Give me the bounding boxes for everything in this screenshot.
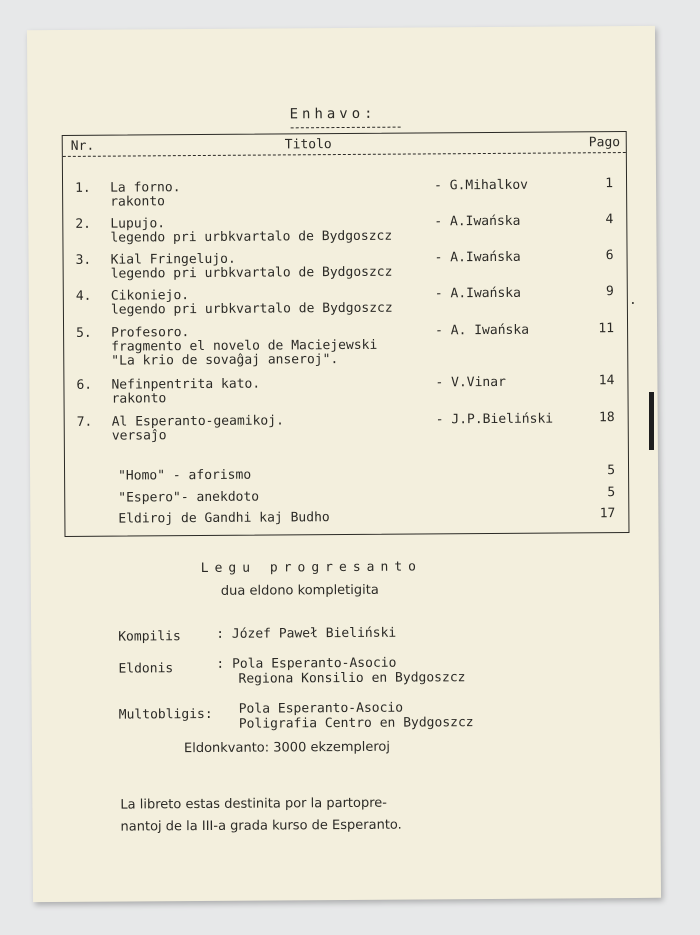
entry-number: 6. [76,377,93,393]
entry-title: Cikoniejo. [110,288,190,304]
compiler-value: : Józef Paweł Bieliński [216,625,397,642]
entry-title: Kial Fringelujo. [110,251,236,268]
entry-page: 11 [598,321,615,337]
booklet-edge [649,392,654,450]
entry-subtitle: legendo pri urbkvartalo de Bydgoszcz [110,264,393,282]
col-title-header: Titolo [284,137,332,153]
entry-page: 6 [605,248,614,264]
toc-heading: Enhavo: [289,105,377,123]
entry-number: 7. [76,414,93,430]
entry-page: 14 [598,373,615,389]
publisher-value-2: Regiona Konsilio en Bydgoszcz [238,670,466,687]
extra-page: 5 [607,485,616,501]
entry-author: - G.Mihalkov [434,177,529,194]
entry-title: La forno. [110,180,181,196]
printer-value-1: Pola Esperanto-Asocio [238,700,404,717]
extra-page: 5 [607,463,616,479]
extra-title: Eldiroj de Gandhi kaj Budho [118,510,330,527]
header-divider [63,152,626,157]
print-run: Eldonkvanto: 3000 ekzempleroj [183,739,391,757]
entry-subtitle: legendo pri urbkvartalo de Bydgoszcz [110,228,393,246]
dot-mark [632,302,634,304]
col-page-header: Pago [588,135,621,151]
entry-subtitle: legendo pri urbkvartalo de Bydgoszcz [110,300,393,318]
entry-author: - A. Iwańska [435,322,530,339]
entry-author: - A.Iwańska [434,213,521,230]
printer-label: Multobligis: [118,706,213,723]
entry-author: - J.P.Bieliński [435,411,554,428]
entry-page: 18 [598,410,615,426]
entry-page: 1 [605,176,614,192]
entry-number: 3. [75,252,92,268]
extra-page: 17 [599,506,616,522]
col-nr-header: Nr. [70,138,95,154]
entry-page: 9 [605,284,614,300]
entry-subtitle-2: "La krio de sovaĝaj anseroj". [111,352,339,369]
entry-subtitle: versaĵo [111,428,167,444]
entry-author: - V.Vinar [435,374,506,391]
compiler-label: Kompilis [118,629,181,645]
entry-subtitle: rakonto [111,391,167,407]
heading-underline [291,127,401,129]
publisher-value-1: : Pola Esperanto-Asocio [216,655,397,672]
entry-subtitle: rakonto [110,194,166,210]
entry-title: Al Esperanto-geamikoj. [111,413,284,430]
edition-note: dua eldono kompletigita [220,582,379,599]
document-page [27,26,661,902]
note-line-1: La libreto estas destinita por la partopre- [120,795,388,813]
entry-number: 4. [75,288,92,304]
printer-value-2: Poligrafia Centro en Bydgoszcz [238,715,474,732]
entry-number: 2. [75,216,92,232]
entry-author: - A.Iwańska [434,249,521,266]
entry-subtitle: fragmento el novelo de Maciejewski [111,337,378,355]
note-line-2: nantoj de la III-a grada kurso de Esperanto. [120,817,402,835]
publisher-label: Eldonis [118,661,174,677]
entry-number: 1. [75,180,91,196]
entry-author: - A.Iwańska [434,285,521,302]
entry-page: 4 [605,212,614,228]
entry-title: Nefinpentrita kato. [111,376,261,393]
entry-title: Lupujo. [110,216,166,232]
entry-title: Profesoro. [111,325,190,341]
colophon-title: Legu progresanto [200,559,423,577]
extra-title: "Homo" - aforismo [118,467,252,484]
entry-number: 5. [76,325,92,341]
extra-title: "Espero"- anekdoto [118,489,260,506]
toc-table [62,131,630,537]
